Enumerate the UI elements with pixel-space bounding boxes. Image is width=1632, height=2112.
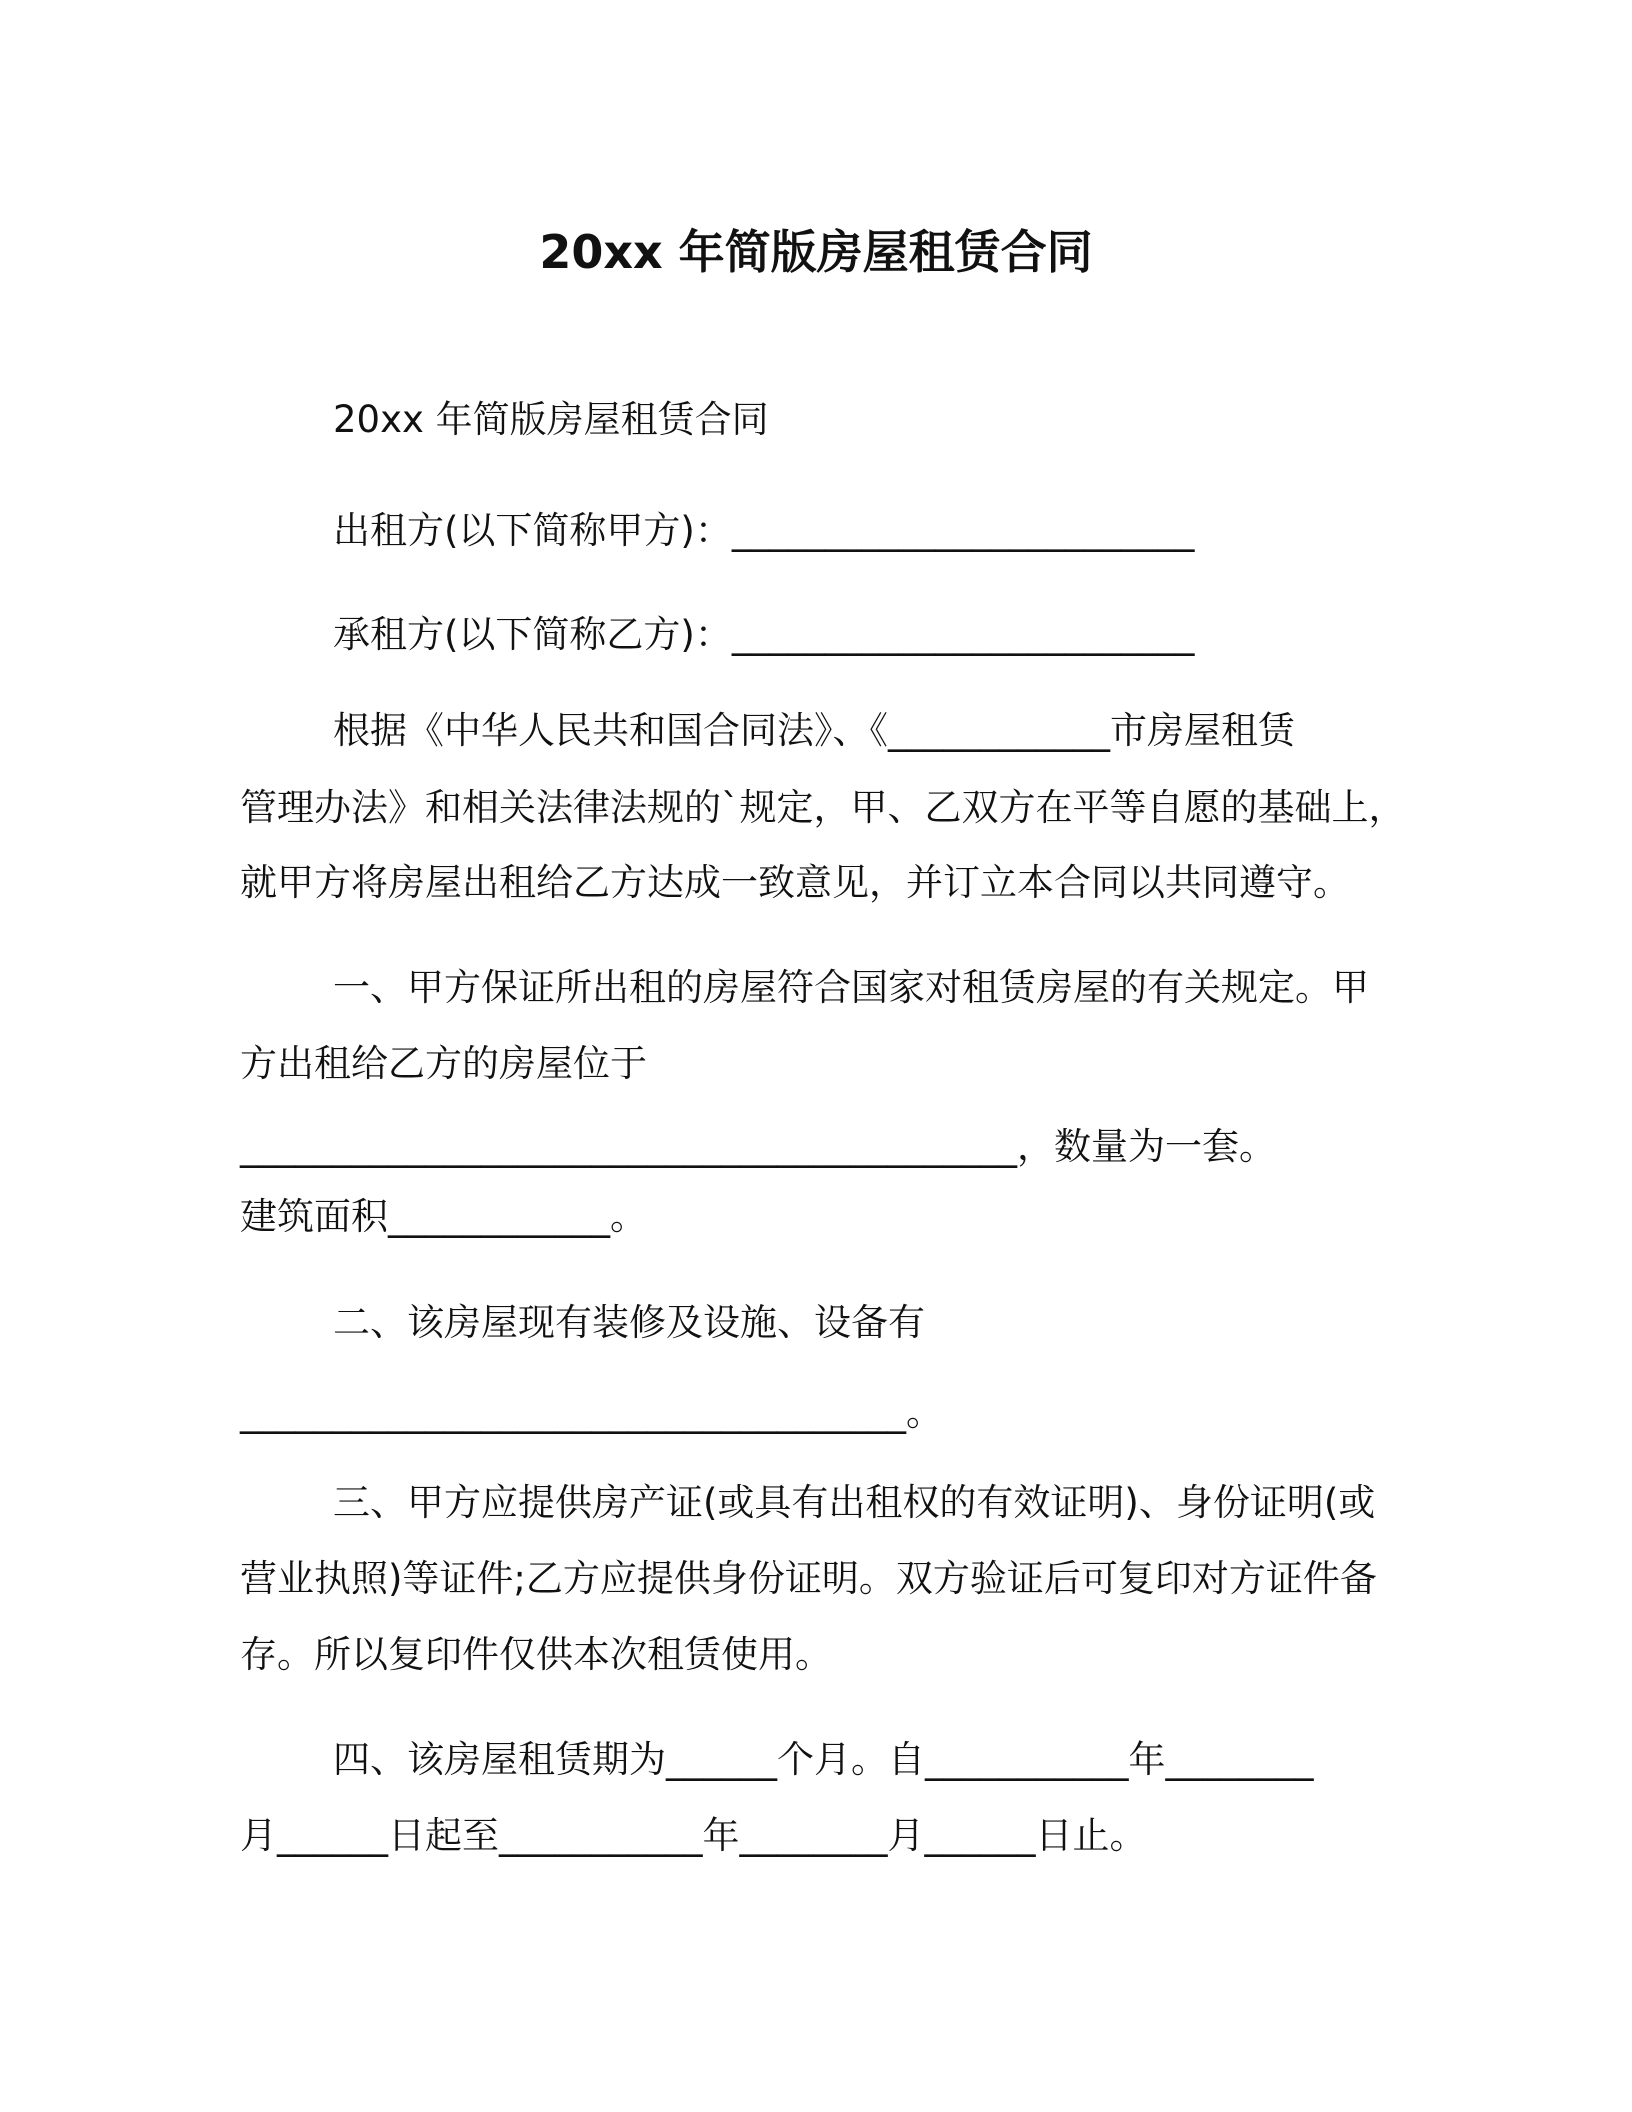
- preamble-line: 根据《中华人民共和国合同法》、《____________市房屋租赁: [333, 709, 1295, 752]
- document-title: 20xx 年简版房屋租赁合同: [539, 225, 1093, 279]
- preamble-line: 就甲方将房屋出租给乙方达成一致意见，并订立本合同以共同遵守。: [240, 861, 1350, 904]
- lessee-line: 承租方(以下简称乙方)：_________________________: [333, 613, 1195, 656]
- clause-3-line: 存。所以复印件仅供本次租赁使用。: [240, 1633, 832, 1676]
- clause-1-line: __________________________________________，数量为一套。: [240, 1125, 1276, 1168]
- subtitle-line: 20xx 年简版房屋租赁合同: [333, 398, 769, 441]
- clause-1-line: 建筑面积____________。: [240, 1195, 647, 1238]
- clause-3-line: 营业执照)等证件;乙方应提供身份证明。双方验证后可复印对方证件备: [240, 1557, 1377, 1600]
- clause-1-line: 方出租给乙方的房屋位于: [240, 1042, 647, 1085]
- clause-2-line: 二、该房屋现有装修及设施、设备有: [333, 1301, 925, 1344]
- preamble-line: 管理办法》和相关法律法规的`规定，甲、乙双方在平等自愿的基础上，: [240, 786, 1406, 829]
- clause-4-line: 月______日起至___________年________月______日止。: [240, 1814, 1147, 1857]
- clause-3-line: 三、甲方应提供房产证(或具有出租权的有效证明)、身份证明(或: [333, 1481, 1376, 1524]
- lessor-line: 出租方(以下简称甲方)：_________________________: [333, 509, 1195, 552]
- clause-1-line: 一、甲方保证所出租的房屋符合国家对租赁房屋的有关规定。甲: [333, 966, 1369, 1009]
- clause-2-line: ____________________________________。: [240, 1391, 943, 1434]
- clause-4-line: 四、该房屋租赁期为______个月。自___________年________: [333, 1738, 1314, 1781]
